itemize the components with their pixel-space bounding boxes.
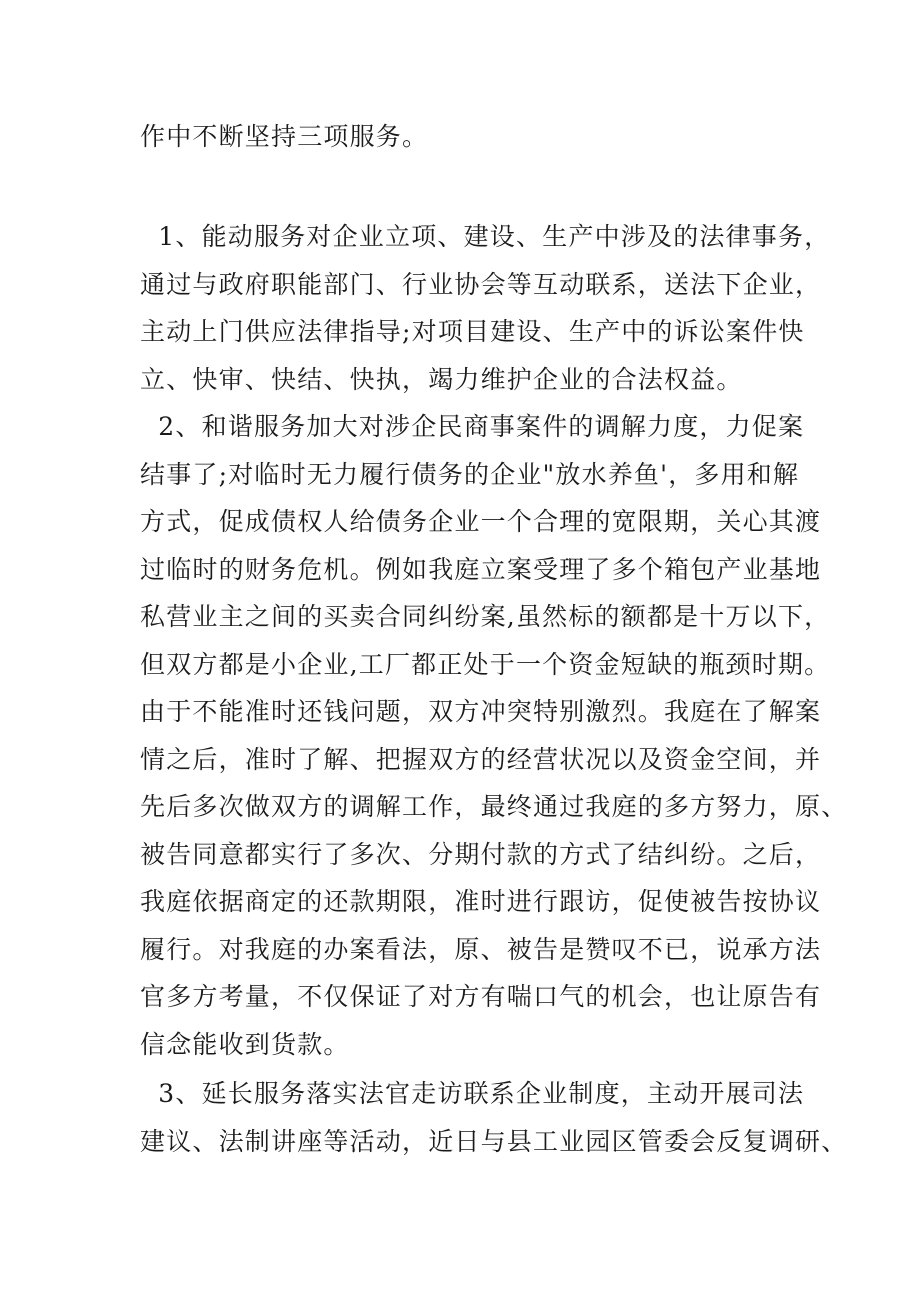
text-line: 建议、法制讲座等活动，近日与县工业园区管委会反复调研、 [140,1126,848,1156]
paragraph-3-extended-service [140,1070,848,1165]
text-line: 由于不能准时还钱问题，双方冲突特别激烈。我庭在了解案 [140,697,822,726]
text-line: 作中不断坚持三项服务。 [140,122,429,151]
text-line: 1、能动服务对企业立项、建设、生产中涉及的法律事务， [140,222,831,251]
paragraph-2-harmonious-service [140,403,848,1068]
text-line: 方式，促成债权人给债务企业一个合理的宽限期，关心其渡 [140,507,822,536]
text-line: 信念能收到货款。 [140,1029,350,1059]
text-line: 我庭依据商定的还款期限，准时进行跟访，促使被告按协议 [140,887,822,916]
text-line: 立、快审、快结、快执，竭力维护企业的合法权益。 [140,364,743,394]
text-line: 先后多次做双方的调解工作，最终通过我庭的多方努力，原、 [140,792,848,821]
paragraph-1-active-service [140,213,831,403]
text-line: 被告同意都实行了多次、分期付款的方式了结纠纷。之后， [140,839,822,869]
text-line: 但双方都是小企业,工厂都正处于一个资金短缺的瓶颈时期。 [140,649,831,679]
text-line: 私营业主之间的买卖合同纠纷案,虽然标的额都是十万以下， [140,602,831,631]
text-line: 官多方考量，不仅保证了对方有喘口气的机会，也让原告有 [140,982,822,1011]
text-line: 3、延长服务落实法官走访联系企业制度，主动开展司法 [140,1079,805,1108]
text-line: 履行。对我庭的办案看法，原、被告是赞叹不已，说承方法 [140,934,822,964]
text-line: 过临时的财务危机。例如我庭立案受理了多个箱包产业基地 [140,554,822,584]
text-line: 2、和谐服务加大对涉企民商事案件的调解力度，力促案 [140,412,805,441]
paragraph-continuation [140,113,800,161]
text-line: 情之后，准时了解、把握双方的经营状况以及资金空间，并 [140,744,822,774]
text-line: 结事了;对临时无力履行债务的企业"放水养鱼'，多用和解 [140,459,800,489]
text-line: 通过与政府职能部门、行业协会等互动联系，送法下企业， [140,269,822,299]
text-line: 主动上门供应法律指导;对项目建设、生产中的诉讼案件快 [140,317,805,346]
